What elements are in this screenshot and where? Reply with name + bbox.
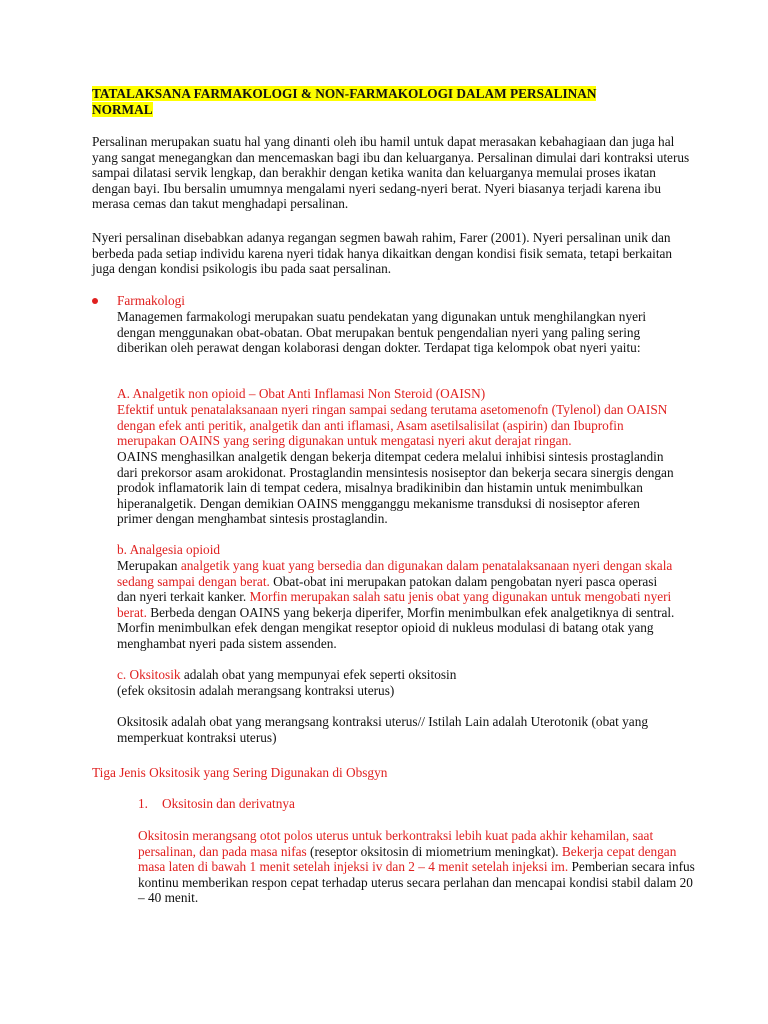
oksitosin-body <box>138 828 698 906</box>
document-title <box>92 86 652 118</box>
section-c-paragraph-2: Oksitosik adalah obat yang merangsang kontraksi uterus// Istilah Lain adalah Uterotonik (obat yang memperkuat kontraksi uterus) <box>117 714 648 745</box>
intro-paragraph-2: Nyeri persalinan disebabkan adanya regangan segmen bawah rahim, Farer (2001). Nyeri persalinan unik dan berbeda pada setiap individu karena nyeri tidak hanya dikaitkan dengan kondisi fisik semata, tetapi berkaitan juga dengan kondisi psikologis ibu pada saat persalinan. <box>92 230 673 277</box>
section-b-red-1: analgetik yang kuat yang bersedia dan digunakan dalam penatalaksanaan nyeri dengan skala sedang sampai dengan berat. <box>117 558 673 589</box>
section-b-text-1: Merupakan <box>117 558 181 573</box>
section-c-text-1: adalah obat yang mempunyai efek seperti oksitosin <box>180 667 457 682</box>
oksitosin-text-1: (reseptor oksitosin di miometrium meningkat). <box>306 843 562 859</box>
document-title-text: TATALAKSANA FARMAKOLOGI & NON-FARMAKOLOGI DALAM PERSALINAN NORMAL <box>92 86 597 117</box>
oksitosin-heading-row <box>138 796 698 812</box>
section-a-red-text: Efektif untuk penatalaksanaan nyeri ringan sampai sedang terutama asetomenofn (Tylenol) dan OAISN dengan efek anti peritik, analgetik dan anti iflamasi, Asam asetilsalisilat (aspirin) dan Ibuprofin merupakan OAINS yang sering digunakan untuk mengatasi nyeri akut derajat ringan. <box>117 402 668 449</box>
section-c-line-2: (efek oksitosin adalah merangsang kontraksi uterus) <box>117 683 395 698</box>
intro-paragraph-1: Persalinan merupakan suatu hal yang dinanti oleh ibu hamil untuk dapat merasakan kebahagiaan dan juga hal yang sangat menegangkan dan mencemaskan bagi ibu dan keluarganya. Persalinan dimulai dari kontraksi uterus sampai dilatasi servik lengkap, dan berakhir dengan ketika wanita dan keluarganya memulai proses ikatan dengan bayi. Ibu bersalin umumnya mengalami nyeri sedang-nyeri berat. Nyeri biasanya terjadi karena ibu merasa cemas dan takut menghadapi persalinan. <box>92 134 690 212</box>
section-a-heading: A. Analgetik non opioid – Obat Anti Inflamasi Non Steroid (OAISN) <box>117 386 486 401</box>
section-b-heading: b. Analgesia opioid <box>117 542 221 557</box>
section-c-heading: c. Oksitosik <box>117 667 181 682</box>
oksitosin-red-2: Bekerja cepat dengan masa laten di bawah 1 menit setelah injeksi iv dan 2 – 4 menit setelah injeksi im. <box>138 843 677 875</box>
section-b-text-3: Berbeda dengan OAINS yang bekerja diperifer, Morfin menimbulkan efek analgetiknya di sentral. Morfin menimbulkan efek dengan mengikat reseptor opioid di nukleus modulasi di batang otak yang menghambat nyeri pada sistem assenden. <box>117 604 675 651</box>
section-b-text-2: Obat-obat ini merupakan patokan dalam pengobatan nyeri pasca operasi dan nyeri terkait kanker. <box>117 573 658 605</box>
farmakologi-body: Managemen farmakologi merupakan suatu pendekatan yang digunakan untuk menghilangkan nyeri dengan menggunakan obat-obatan. Obat merupakan bentuk pengendalian nyeri yang paling sering diberikan oleh perawat dengan kolaborasi dengan dokter. Terdapat tiga kelompok obat nyeri yaitu: <box>117 309 647 356</box>
bullet-icon <box>92 298 98 304</box>
section-b-red-2: Morfin merupakan salah satu jenis obat yang digunakan untuk mengobati nyeri berat. <box>117 589 672 620</box>
oksitosin-red-1: Oksitosin merangsang otot polos uterus untuk berkontraksi lebih kuat pada akhir kehamilan, saat persalinan, dan pada masa nifas <box>138 828 654 859</box>
list-number: 1. <box>138 796 148 811</box>
section-a-body: OAINS menghasilkan analgetik dengan bekerja ditempat cedera melalui inhibisi sintesis prostaglandin dari prekorsor asam arokidonat. Prostaglandin mensintesis nosiseptor dan bekerja secara sinergis dengan prodok inflamatorik lain di tempat cedera, misalnya bradikinibin dan histamin untuk menimbulkan hiperanalgetik. Dengan demikian OAINS mengganggu mekanisme transduksi di nosiseptor aferen primer dengan menghambat sintesis prostaglandin. <box>117 449 674 527</box>
oksitosin-text-2: Pemberian secara infus kontinu memberikan respon cepat terhadap uterus secara perlahan dan mencapai kondisi stabil dalam 20 – 40 menit. <box>138 859 695 906</box>
farmakologi-heading: Farmakologi <box>117 293 185 308</box>
section-b-body <box>117 558 677 652</box>
tiga-jenis-heading: Tiga Jenis Oksitosik yang Sering Digunakan di Obsgyn <box>92 765 388 780</box>
oksitosin-heading: Oksitosin dan derivatnya <box>162 796 295 811</box>
section-c-line-1 <box>117 667 677 683</box>
